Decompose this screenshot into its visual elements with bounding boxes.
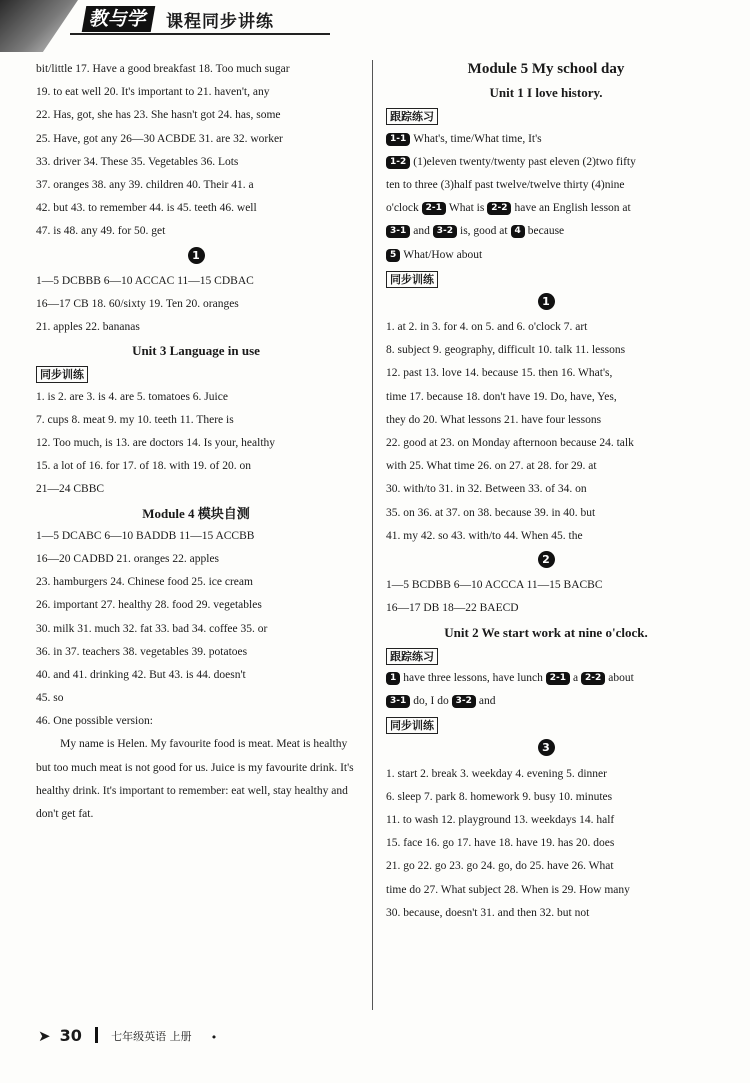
section-tag-label: 跟踪练习 xyxy=(386,108,438,125)
answer-text: (1)eleven twenty/twenty past eleven (2)two fifty xyxy=(413,155,636,168)
answer-line xyxy=(386,151,706,174)
answer-line xyxy=(386,339,706,362)
answer-text: with 25. What time 26. on 27. at 28. for 29. at xyxy=(386,460,597,473)
answer-line xyxy=(386,832,706,855)
answer-line xyxy=(386,667,706,690)
exercise-number-badge: 1-1 xyxy=(386,133,410,146)
answer-line xyxy=(386,455,706,478)
exercise-number-badge: 2-1 xyxy=(422,202,446,215)
answer-text: What's, time/What time, It's xyxy=(413,132,542,145)
section-tag xyxy=(386,644,706,667)
exercise-number-badge: 2-2 xyxy=(487,202,511,215)
answer-text: 47. is 48. any 49. for 50. get xyxy=(36,225,166,238)
answer-text: 1. start 2. break 3. weekday 4. evening 5. dinner xyxy=(386,767,607,780)
answer-line xyxy=(386,220,706,243)
answer-line xyxy=(386,316,706,339)
answer-text: 30. with/to 31. in 32. Between 33. of 34. on xyxy=(386,483,587,496)
circled-number-icon: 1 xyxy=(188,247,205,264)
answer-text: 1—5 BCDBB 6—10 ACCCA 11—15 BACBC xyxy=(386,579,603,592)
exercise-number-badge: 4 xyxy=(511,225,525,238)
answer-text: they do 20. What lessons 21. have four lessons xyxy=(386,413,602,426)
answer-text: 37. oranges 38. any 39. children 40. Their 41. a xyxy=(36,178,254,191)
answer-line xyxy=(36,316,356,339)
answer-text: about xyxy=(608,671,634,684)
exercise-number-badge: 2-1 xyxy=(546,672,570,685)
answer-line xyxy=(386,174,706,197)
answer-text: What is xyxy=(448,202,485,215)
answer-text: 12. Too much, is 13. are doctors 14. Is your, healthy xyxy=(36,437,276,449)
column-divider xyxy=(372,60,373,1010)
answer-line xyxy=(36,128,356,151)
answer-line xyxy=(36,174,356,197)
answer-text: 22. Has, got, she has 23. She hasn't got 24. has, some xyxy=(36,109,281,122)
footer-dot: • xyxy=(210,1031,218,1044)
section-tag xyxy=(386,267,706,290)
answer-text: and xyxy=(413,225,430,238)
answer-line xyxy=(36,594,356,617)
answer-text: have an English lesson at xyxy=(514,202,631,215)
section-tag xyxy=(36,362,356,385)
exercise-number-badge: 3-2 xyxy=(452,695,476,708)
page-footer xyxy=(38,1026,217,1045)
answer-line xyxy=(386,432,706,455)
section-tag-label: 同步训练 xyxy=(386,271,438,288)
answer-text: 22. good at 23. on Monday afternoon because 24. talk xyxy=(386,437,634,449)
answer-text: 16—20 CADBD 21. oranges 22. apples xyxy=(36,552,220,565)
answer-text: 8. subject 9. geography, difficult 10. talk 11. lessons xyxy=(386,344,626,357)
answer-text: ten to three (3)half past twelve/twelve thirty (4)nine xyxy=(386,178,625,191)
essay-paragraph: My name is Helen. My favourite food is meat. Meat is healthy but too much meat is not good for us. Juice is my favourite drink. It's healthy drink. It's important to remember: eat well, stay healthy and don't get fat. xyxy=(36,738,354,821)
answer-text: time 17. because 18. don't have 19. Do, have, Yes, xyxy=(386,390,617,403)
answer-text: What/How about xyxy=(403,248,483,261)
answer-text: have three lessons, have lunch xyxy=(403,671,543,684)
answer-text: o'clock xyxy=(386,202,419,215)
answer-text: 16—17 DB 18—22 BAECD xyxy=(386,602,519,615)
answer-text: 42. but 43. to remember 44. is 45. teeth 46. well xyxy=(36,202,257,215)
answer-line xyxy=(36,525,356,548)
exercise-number-badge: 3-2 xyxy=(433,225,457,238)
answer-line xyxy=(386,574,706,597)
section-tag xyxy=(386,713,706,736)
answer-line xyxy=(36,104,356,127)
answer-line xyxy=(36,548,356,571)
section-tag-label: 跟踪练习 xyxy=(386,648,438,665)
answer-line xyxy=(36,664,356,687)
answer-line xyxy=(36,220,356,243)
answer-text: 15. face 16. go 17. have 18. have 19. has 20. does xyxy=(386,837,615,850)
answer-line xyxy=(386,690,706,713)
answer-text: 26. important 27. healthy 28. food 29. vegetables xyxy=(36,599,262,612)
exercise-number-badge: 1 xyxy=(386,672,400,685)
answer-line xyxy=(386,786,706,809)
answer-line xyxy=(386,386,706,409)
answer-line xyxy=(36,478,356,501)
answer-line xyxy=(36,571,356,594)
answer-text: 41. my 42. so 43. with/to 44. When 45. the xyxy=(386,529,583,542)
answer-text: 1. is 2. are 3. is 4. are 5. tomatoes 6. Juice xyxy=(36,390,228,403)
answer-line xyxy=(36,151,356,174)
exercise-set-marker xyxy=(36,247,356,270)
answer-line xyxy=(386,855,706,878)
answer-text: 46. One possible version: xyxy=(36,715,153,728)
circled-number-icon: 1 xyxy=(538,293,555,310)
answer-text: is, good at xyxy=(460,225,508,238)
answer-text: 33. driver 34. These 35. Vegetables 36. Lots xyxy=(36,155,239,168)
answer-text: 11. to wash 12. playground 13. weekdays 14. half xyxy=(386,814,615,826)
answer-line xyxy=(386,362,706,385)
answer-line xyxy=(386,128,706,151)
answer-line xyxy=(36,432,356,455)
answer-line xyxy=(386,409,706,432)
section-title: Unit 3 Language in use xyxy=(132,343,260,359)
section-title: Unit 2 We start work at nine o'clock. xyxy=(444,624,648,640)
section-tag-label: 同步训练 xyxy=(386,717,438,734)
answer-text: 23. hamburgers 24. Chinese food 25. ice cream xyxy=(36,576,253,589)
answer-text: do, I do xyxy=(413,695,449,708)
exercise-set-marker xyxy=(386,739,706,762)
answer-line xyxy=(386,763,706,786)
answer-line xyxy=(386,879,706,902)
answer-text: 1. at 2. in 3. for 4. on 5. and 6. o'clock 7. art xyxy=(386,321,588,334)
answer-line xyxy=(386,597,706,620)
answer-line xyxy=(36,641,356,664)
answer-text: 6. sleep 7. park 8. homework 9. busy 10. minutes xyxy=(386,790,613,803)
exercise-number-badge: 5 xyxy=(386,249,400,262)
answer-line xyxy=(36,455,356,478)
answer-line xyxy=(36,409,356,432)
answer-text: 45. so xyxy=(36,692,64,705)
answer-text: 15. a lot of 16. for 17. of 18. with 19. of 20. on xyxy=(36,460,251,473)
answer-line xyxy=(36,293,356,316)
right-column xyxy=(386,58,706,925)
answer-text: 1—5 DCABC 6—10 BADDB 11—15 ACCBB xyxy=(36,529,255,542)
left-column xyxy=(36,58,356,826)
header-decoration xyxy=(0,0,78,52)
exercise-set-marker xyxy=(386,293,706,316)
exercise-set-marker xyxy=(386,551,706,574)
answer-line xyxy=(36,710,356,733)
answer-text: a xyxy=(572,671,579,684)
book-title: 七年级英语 上册 xyxy=(111,1030,192,1043)
answer-text: bit/little 17. Have a good breakfast 18. Too much sugar xyxy=(36,63,290,75)
answer-text: 40. and 41. drinking 42. But 43. is 44. doesn't xyxy=(36,668,246,681)
series-title: 课程同步讲练 xyxy=(166,12,274,32)
answer-text: 19. to eat well 20. It's important to 21. haven't, any xyxy=(36,86,270,99)
page-number: 30 xyxy=(59,1026,82,1045)
answer-text: 36. in 37. teachers 38. vegetables 39. potatoes xyxy=(36,645,248,658)
circled-number-icon: 3 xyxy=(538,739,555,756)
answer-text: 30. because, doesn't 31. and then 32. but not xyxy=(386,906,590,919)
answer-line xyxy=(386,197,706,220)
answer-text: 7. cups 8. meat 9. my 10. teeth 11. There is xyxy=(36,413,234,426)
answer-line xyxy=(36,58,356,81)
exercise-number-badge: 1-2 xyxy=(386,156,410,169)
section-title: Unit 1 I love history. xyxy=(489,85,603,101)
answer-text: 30. milk 31. much 32. fat 33. bad 34. coffee 35. or xyxy=(36,622,268,635)
exercise-number-badge: 3-1 xyxy=(386,695,410,708)
section-title: Module 4 模块自测 xyxy=(142,505,250,521)
answer-text: 21. go 22. go 23. go 24. go, do 25. have 26. What xyxy=(386,860,614,873)
answer-text: time do 27. What subject 28. When is 29. How many xyxy=(386,883,630,896)
exercise-number-badge: 3-1 xyxy=(386,225,410,238)
answer-text: 12. past 13. love 14. because 15. then 16. What's, xyxy=(386,367,613,380)
arrow-icon: ➤ xyxy=(38,1027,51,1045)
answer-line xyxy=(386,502,706,525)
answer-text: 21. apples 22. bananas xyxy=(36,321,140,334)
answer-line xyxy=(386,902,706,925)
answer-line xyxy=(386,809,706,832)
answer-text: 16—17 CB 18. 60/sixty 19. Ten 20. oranges xyxy=(36,297,239,310)
exercise-number-badge: 2-2 xyxy=(581,672,605,685)
answer-line xyxy=(386,478,706,501)
section-tag xyxy=(386,104,706,127)
section-tag-label: 同步训练 xyxy=(36,366,88,383)
answer-line xyxy=(36,81,356,104)
answer-text: 1—5 DCBBB 6—10 ACCAC 11—15 CDBAC xyxy=(36,274,254,287)
answer-text: because xyxy=(527,225,565,238)
footer-bar xyxy=(95,1027,98,1043)
answer-line xyxy=(386,244,706,267)
page-header xyxy=(0,0,750,52)
brand-logo: 教与学 xyxy=(82,6,156,32)
circled-number-icon: 2 xyxy=(538,551,555,568)
sample-essay xyxy=(36,733,356,826)
answer-line xyxy=(386,525,706,548)
answer-text: and xyxy=(478,695,496,708)
answer-line xyxy=(36,197,356,220)
header-rule xyxy=(70,33,330,35)
section-title: Module 5 My school day xyxy=(467,61,625,77)
answer-line xyxy=(36,687,356,710)
answer-text: 25. Have, got any 26—30 ACBDE 31. are 32. worker xyxy=(36,132,283,145)
answer-text: 21—24 CBBC xyxy=(36,483,105,496)
answer-line xyxy=(36,386,356,409)
answer-text: 35. on 36. at 37. on 38. because 39. in 40. but xyxy=(386,506,596,519)
answer-line xyxy=(36,270,356,293)
answer-line xyxy=(36,618,356,641)
